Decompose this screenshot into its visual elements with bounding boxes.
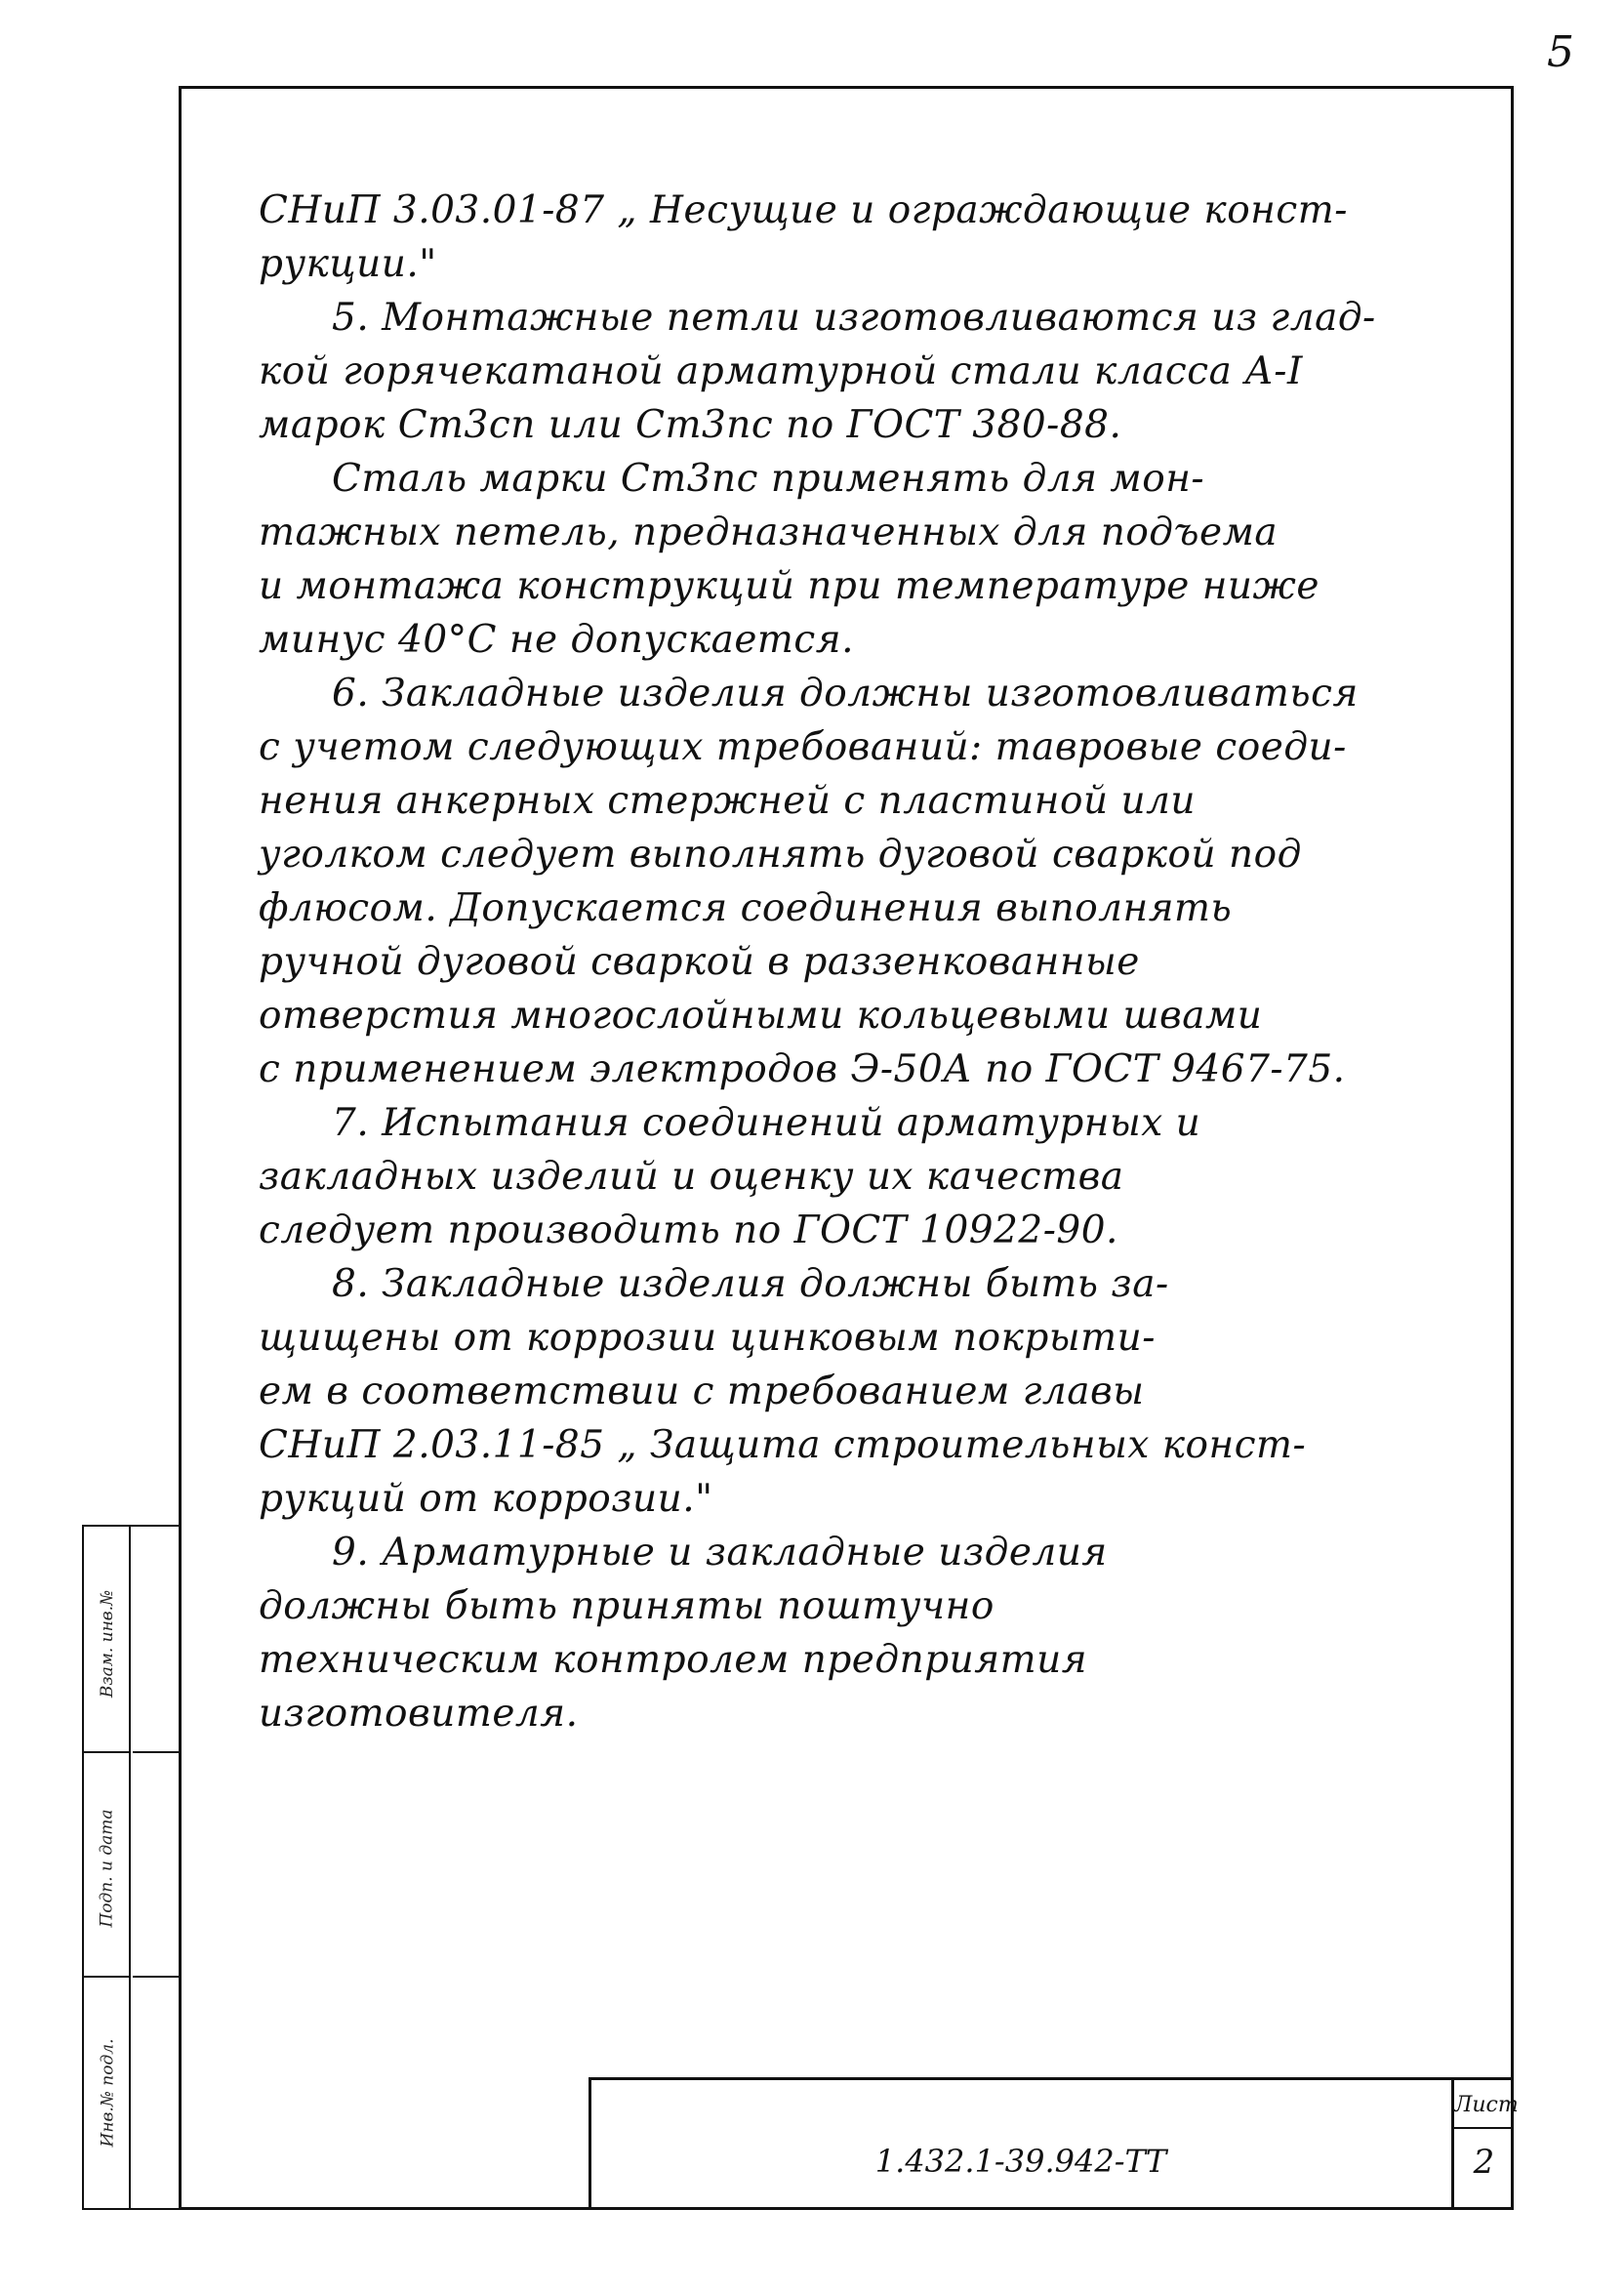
text-line: СНиП 2.03.11-85 „ Защита строительных конст- [259,1423,1307,1467]
sheet-number: 2 [1473,2143,1495,2182]
sheet-label: Лист [1454,2084,1514,2129]
sheet-box [1451,2080,1519,2210]
text-line: щищены от коррозии цинковым покрыти- [259,1316,1156,1360]
text-line: и монтажа конструкций при температуре ниже [259,564,1320,608]
text-line: Сталь марки Ст3пс применять для мон- [332,457,1205,501]
text-line: марок Ст3сп или Ст3пс по ГОСТ 380-88. [259,403,1122,447]
text-line: 8. Закладные изделия должны быть за- [332,1262,1169,1306]
text-line: изготовителя. [259,1692,579,1736]
text-line: рукции." [259,242,437,286]
text-line: следует производить по ГОСТ 10922-90. [259,1208,1118,1252]
text-line: флюсом. Допускается соединения выполнять [259,886,1233,930]
text-line: 7. Испытания соединений арматурных и [332,1101,1201,1145]
side-stamp [82,1525,182,2210]
text-line: с учетом следующих требований: тавровые соеди- [259,725,1347,769]
text-line: кой горячекатаной арматурной стали класса А-I [259,349,1303,393]
text-line: нения анкерных стержней с пластиной или [259,779,1197,823]
side-stamp-divider [133,1751,180,1753]
text-line: отверстия многослойными кольцевыми швами [259,994,1263,1038]
text-line: должны быть приняты поштучно [259,1584,995,1628]
text-line: 5. Монтажные петли изготовливаются из глад- [332,296,1376,340]
document-code: 1.432.1-39.942-ТТ [874,2143,1167,2180]
text-line: закладных изделий и оценку их качества [259,1155,1124,1199]
title-block [589,2077,1519,2210]
text-line: рукций от коррозии." [259,1477,713,1521]
side-stamp-divider [84,1751,129,1753]
text-line: минус 40°С не допускается. [259,618,854,662]
text-line: уголком следует выполнять дуговой сваркой под [259,833,1302,877]
side-stamp-column [133,1527,180,2208]
text-line: техническим контролем предприятия [259,1638,1088,1682]
text-line: ручной дуговой сваркой в раззенкованные [259,940,1140,984]
side-stamp-divider [84,1976,129,1978]
body-text [259,184,1493,1740]
text-line: 6. Закладные изделия должны изготовливаться [332,672,1359,716]
side-stamp-sign-label: Подп. и дата [98,1809,118,1928]
side-stamp-inv-label: Инв.№ подл. [98,2038,117,2148]
text-line: СНиП 3.03.01-87 „ Несущие и ограждающие конст- [259,188,1348,232]
side-stamp-replace-label: Взам. инв.№ [98,1589,117,1698]
page-number: 5 [1547,27,1574,77]
text-line: ем в соответствии с требованием главы [259,1370,1145,1413]
text-line: 9. Арматурные и закладные изделия [332,1531,1108,1575]
text-line: с применением электродов Э-50А по ГОСТ 9467-75. [259,1047,1346,1091]
side-stamp-divider [133,1976,180,1978]
text-line: тажных петель, предназначенных для подъема [259,511,1279,554]
